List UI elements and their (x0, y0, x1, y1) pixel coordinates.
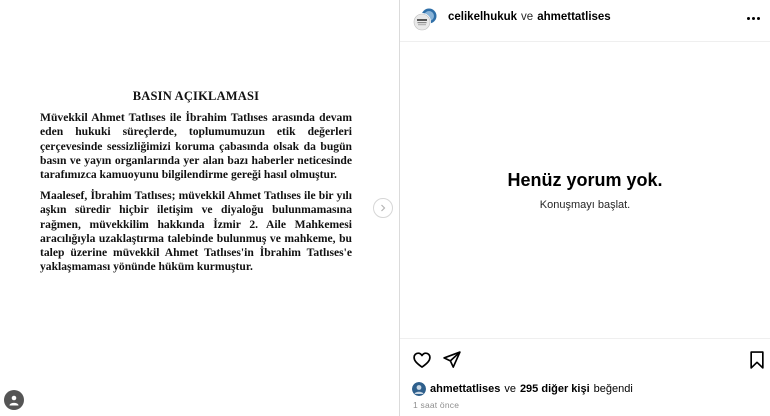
post-header (400, 0, 770, 42)
comments-empty-state (400, 170, 770, 211)
author-link-1[interactable]: celikelhukuk (448, 11, 518, 23)
divider (400, 338, 770, 339)
liker-username[interactable]: ahmettatlises (430, 383, 501, 395)
author-conjunction: ve (521, 11, 534, 23)
document-title: BASIN AÇIKLAMASI (132, 89, 260, 103)
post-timestamp[interactable]: 1 saat önce (413, 400, 460, 410)
post-side-panel (400, 0, 770, 416)
document-paragraph-2: Maalesef, İbrahim Tatlıses; müvekkil Ahmet Tatlıses ile bir yılı aşkın süredir hiçbir iletişim ve diyaloğu bulunmamasına rağmen, müvekkilim hakkında İzmir 2. Aile Mahkemesi aracılığıyla uzaklaştırma talebinde bulunmuş ve mahkeme, bu talep üzerine müvekkil Ahmet Tatlıses'in İbrahim Tatlıses'e yaklaşmaması yönünde hüküm kurmuştur. (40, 189, 352, 274)
author-link-2[interactable]: ahmettatlises (537, 11, 611, 23)
likes-suffix: beğendi (593, 383, 633, 395)
document-paragraph-1: Müvekkil Ahmet Tatlıses ile İbrahim Tatlıses arasında devam eden hukuki süreçlerde, toplumumuzun etik değerleri çerçevesinde sessizliğimizi koruma çabasında olsak da bugün basın ve yayın organlarında yer alan bazı haberler neticesinde tarafımızca kamuoyunu bilgilendirme gereği hasıl olmuştur. (40, 111, 352, 182)
bookmark-icon[interactable] (747, 350, 767, 370)
heart-icon[interactable] (412, 350, 432, 370)
empty-comments-subtitle: Konuşmayı başlat. (539, 199, 631, 211)
next-image-button[interactable] (373, 198, 393, 218)
likes-summary (412, 382, 633, 396)
account-avatar-icon[interactable] (4, 390, 24, 410)
more-options-button[interactable] (744, 11, 762, 25)
post-authors (448, 11, 611, 23)
more-icon (747, 17, 750, 20)
likes-count[interactable]: 295 diğer kişi (519, 383, 590, 395)
press-release-document (40, 89, 352, 281)
chevron-right-icon (379, 204, 387, 212)
likes-conjunction: ve (504, 383, 516, 395)
person-icon (8, 394, 20, 406)
empty-comments-title: Henüz yorum yok. (507, 170, 663, 190)
share-icon[interactable] (442, 350, 462, 370)
collab-avatar-icon[interactable] (412, 7, 438, 33)
liker-avatar-icon[interactable] (412, 382, 426, 396)
